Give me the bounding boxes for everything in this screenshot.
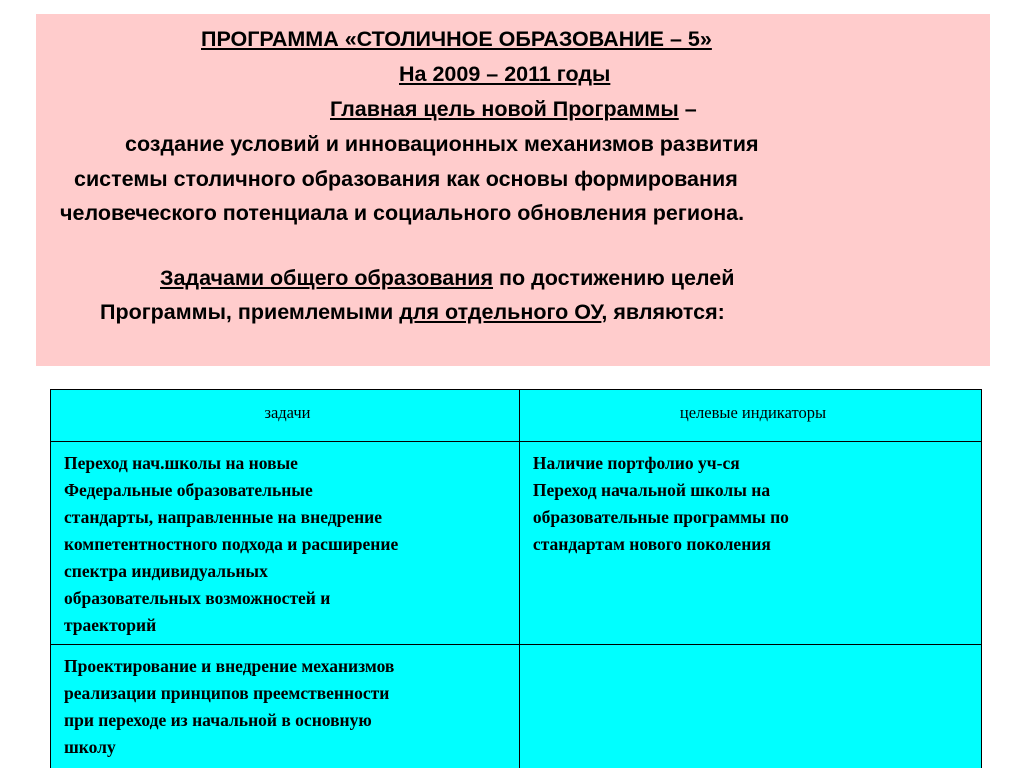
task-cell-1 [51, 442, 520, 645]
task-1-line-6: образовательных возможностей и [64, 588, 331, 608]
task-1-line-2: Федеральные образовательные [64, 480, 313, 500]
goal-heading-line [330, 96, 697, 122]
tasks-intro-ou: для отдельного ОУ [399, 300, 602, 324]
table-row [51, 645, 982, 768]
tasks-intro-underlined: Задачами общего образования [160, 266, 494, 290]
tasks-table [50, 389, 982, 768]
task-1-line-1: Переход нач.школы на новые [64, 453, 298, 473]
goal-line-1: создание условий и инновационных механизмов развития [125, 132, 759, 156]
indicator-1-line-4: стандартам нового поколения [532, 534, 771, 554]
program-header-box [36, 14, 990, 366]
goal-heading: Главная цель новой Программы [330, 97, 679, 121]
tasks-table-wrap [50, 389, 982, 768]
indicator-cell-1 [519, 442, 981, 645]
indicator-cell-2 [519, 645, 981, 768]
task-1-line-5: спектра индивидуальных [64, 561, 268, 581]
program-period: На 2009 – 2011 годы [399, 62, 611, 86]
header-indicators: целевые индикаторы [519, 390, 981, 442]
goal-dash: – [678, 97, 697, 121]
indicator-1-line-3: образовательные программы по [532, 507, 789, 527]
table-header-row [51, 390, 982, 442]
tasks-intro-part3: Программы, приемлемыми [100, 300, 400, 324]
task-2-line-1: Проектирование и внедрение механизмов [64, 656, 395, 676]
program-title: ПРОГРАММА «СТОЛИЧНОЕ ОБРАЗОВАНИЕ – 5» [201, 27, 712, 51]
task-1-line-3: стандарты, направленные на внедрение [64, 507, 383, 527]
task-1-line-7: траекторий [64, 615, 157, 635]
task-2-line-2: реализации принципов преемственности [64, 683, 390, 703]
goal-line-3: человеческого потенциала и социального обновления региона. [60, 201, 745, 225]
tasks-intro-line-2 [100, 299, 725, 325]
task-2-line-3: при переходе из начальной в основную [64, 710, 372, 730]
header-tasks: задачи [51, 390, 520, 442]
tasks-intro-line-1 [160, 265, 734, 291]
indicator-1-line-1: Наличие портфолио уч-ся [532, 453, 740, 473]
task-cell-2 [51, 645, 520, 768]
tasks-intro-part5: , являются: [601, 300, 725, 324]
indicator-1-line-2: Переход начальной школы на [532, 480, 771, 500]
goal-line-2: системы столичного образования как основы формирования [74, 167, 738, 191]
task-2-line-4: школу [64, 737, 116, 757]
tasks-intro-rest: по достижению целей [493, 266, 735, 290]
table-row [51, 442, 982, 645]
task-1-line-4: компетентностного подхода и расширение [64, 534, 399, 554]
